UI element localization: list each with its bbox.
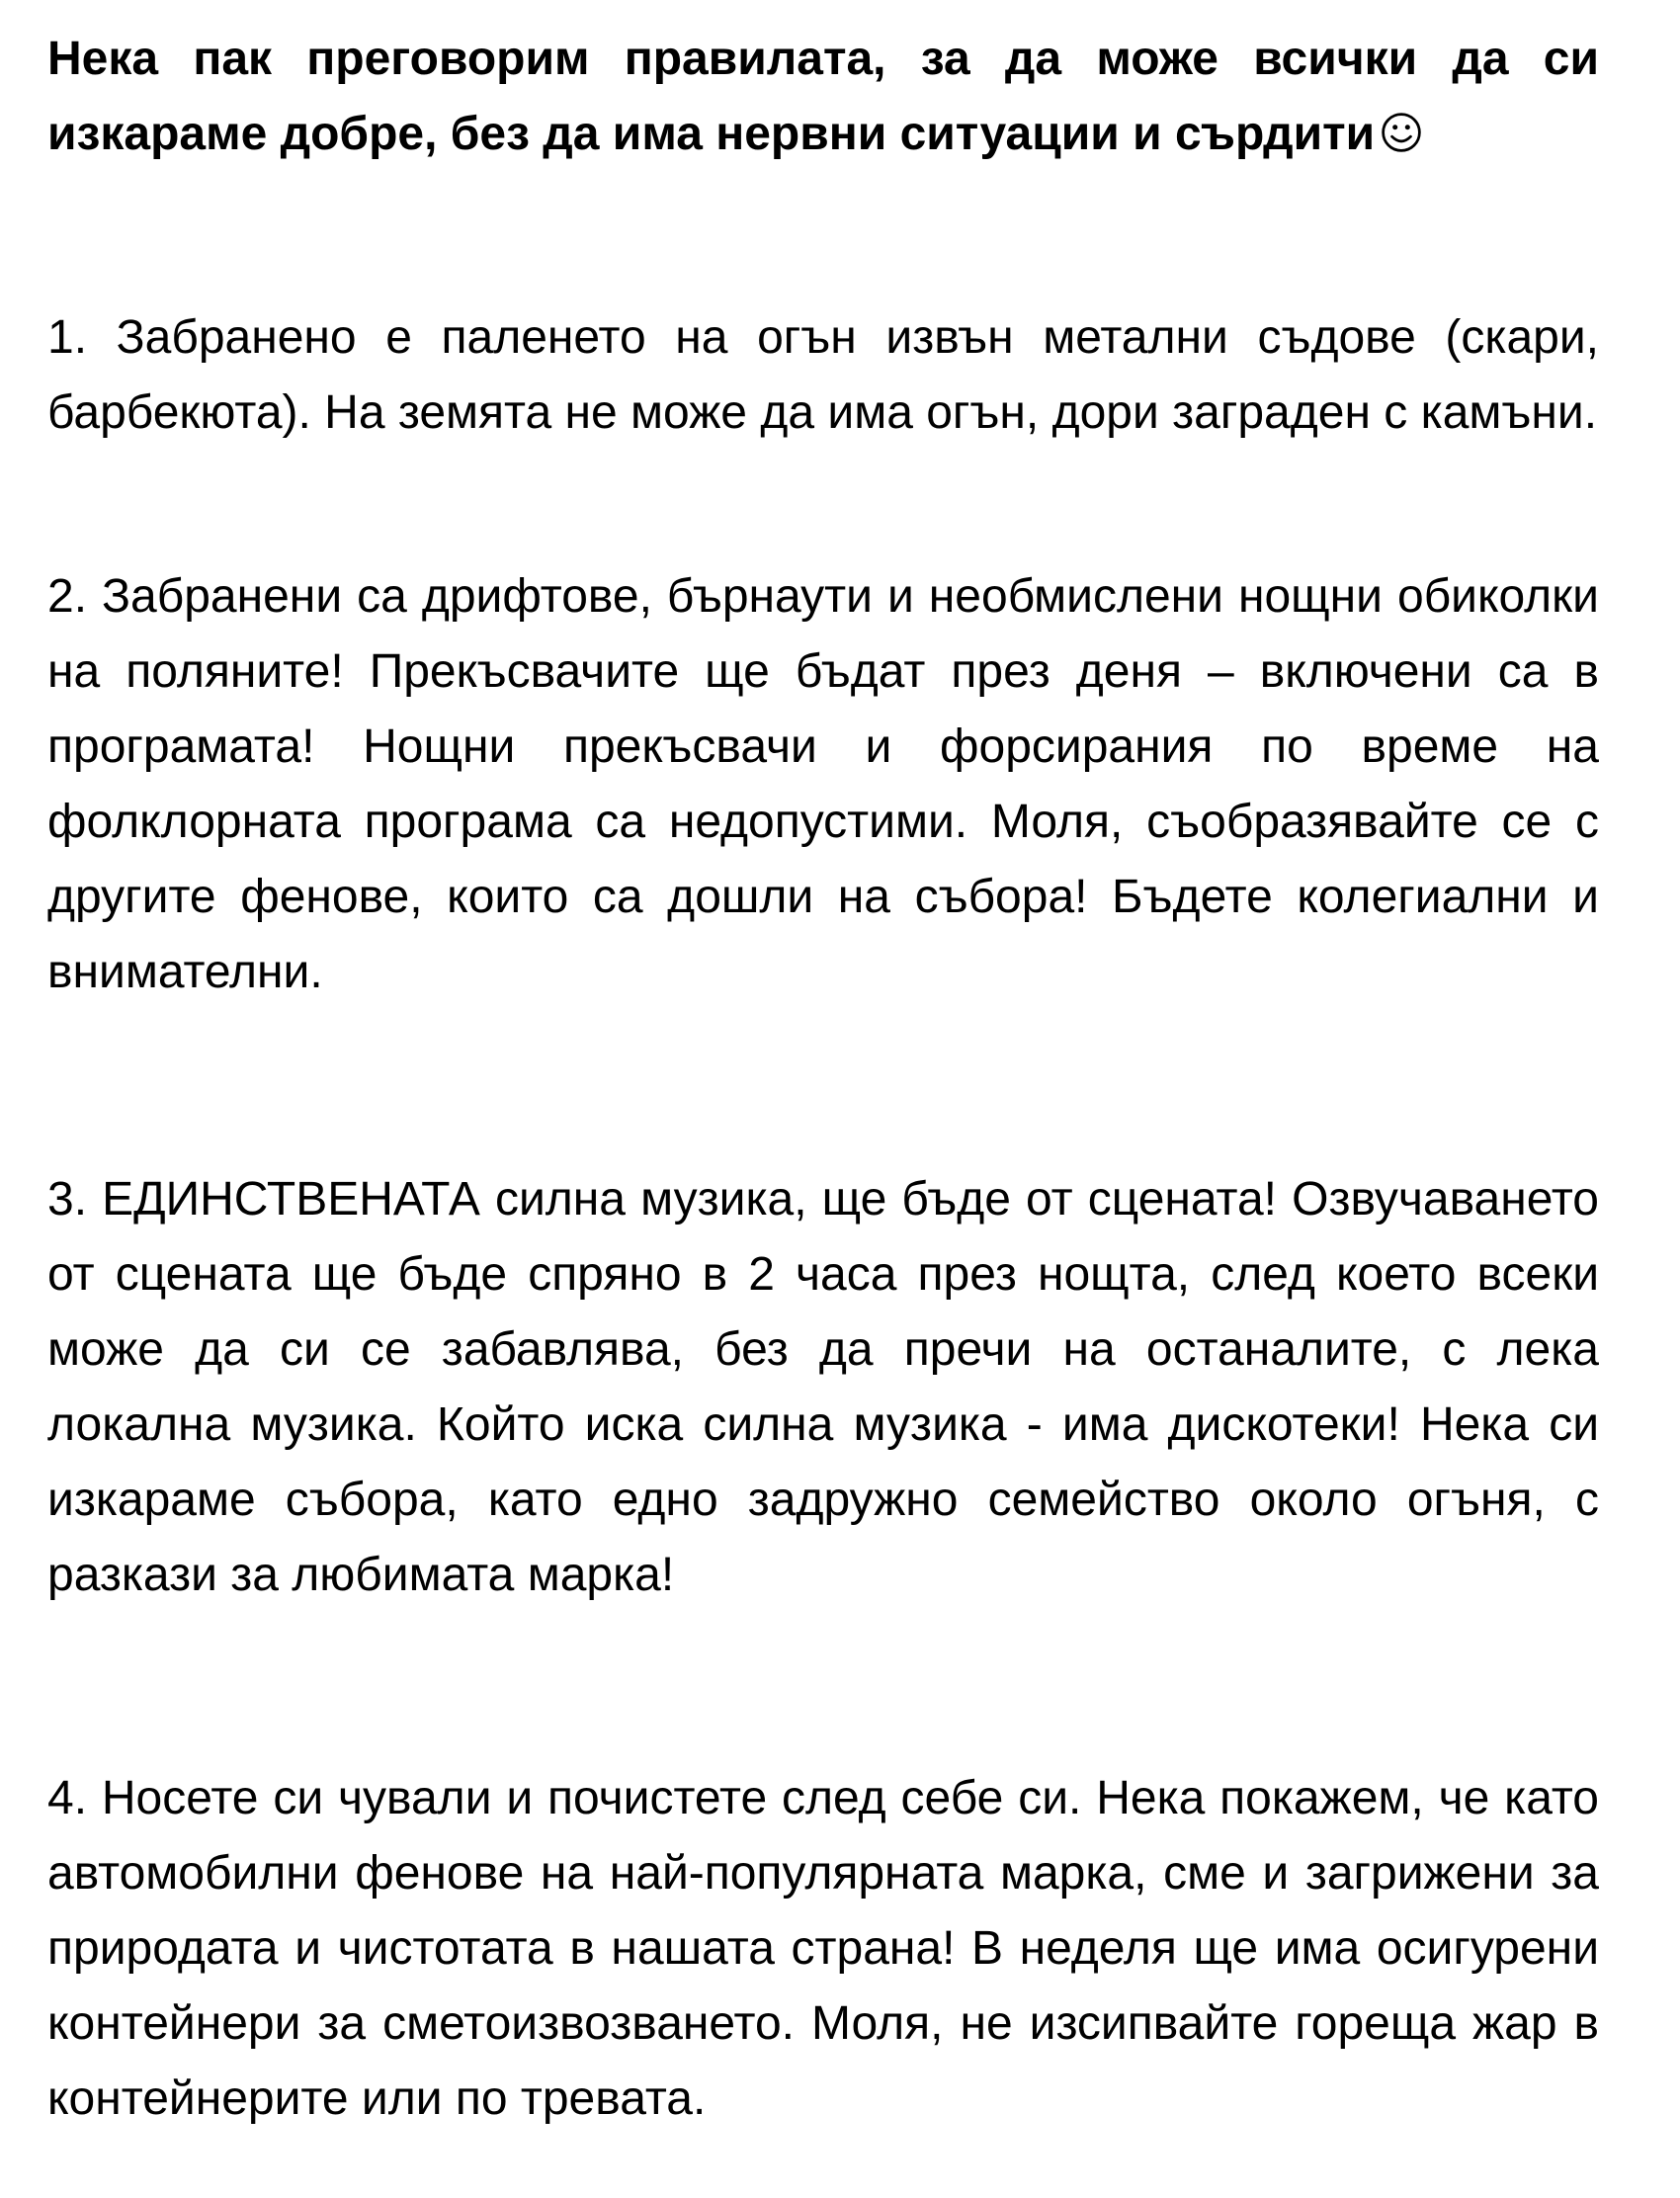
rule-item-4: 4. Носете си чували и почистете след себе си. Нека покажем, че като автомобилни фенове на най-популярната марка, сме и загрижени за природата и чистотата в нашата страна! В неделя ще има осигурени контейнери за сметоизвозването. Моля, не изсипвайте гореща жар в контейнерите или по тревата. (47, 1772, 1599, 2125)
smiley-face-icon (1381, 112, 1422, 153)
heading-text: Нека пак преговорим правилата, за да може всички да си изкараме добре, без да има нервни ситуации и сърдити (47, 33, 1599, 160)
rule-item-1: 1. Забранено е паленето на огън извън метални съдове (скари, барбекюта). На земята не може да има огън, дори заграден с камъни. (47, 311, 1599, 439)
document-heading (47, 22, 1599, 172)
document-page (47, 22, 1599, 2137)
rule-item-2: 2. Забранени са дрифтове, бърнаути и необмислени нощни обиколки на поляните! Прекъсвачите ще бъдат през деня – включени са в програмата! Нощни прекъсвачи и форсирания по време на фолклорната програма са недопустими. Моля, съобразявайте се с другите фенове, които са дошли на събора! Бъдете колегиални и внимателни. (47, 570, 1599, 998)
rule-item-3: 3. ЕДИНСТВЕНАТА силна музика, ще бъде от сцената! Озвучаването от сцената ще бъде спряно в 2 часа през нощта, след което всеки може да си се забавлява, без да пречи на останалите, с лека локална музика. Който иска силна музика - има дискотеки! Нека си изкараме събора, като едно задружно семейство около огъня, с разкази за любимата марка! (47, 1173, 1599, 1601)
